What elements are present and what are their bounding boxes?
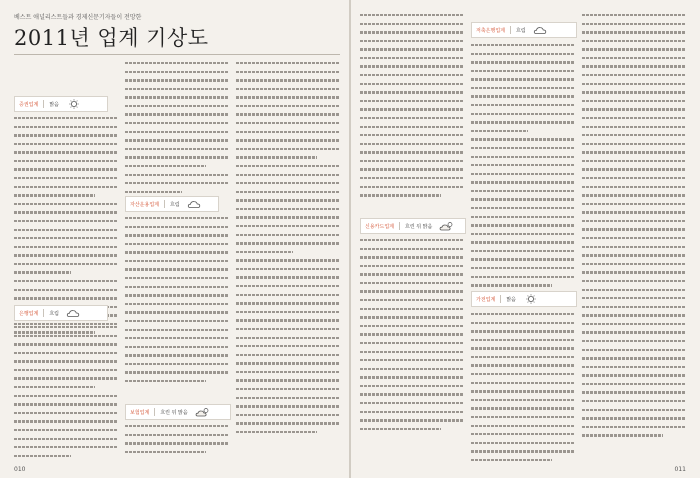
- forecast-box-electronics: 가전업계 맑음: [471, 291, 577, 307]
- forecast-box-savings-bank: 저축은행업계 흐림: [471, 22, 577, 38]
- forecast-box-asset-management: 자산운용업계 흐림: [125, 196, 219, 212]
- cloud-sun-icon: [439, 221, 455, 231]
- page-title: 2011년 업계 기상도: [14, 26, 209, 50]
- article-column-4b: [360, 239, 464, 436]
- industry-label: 증권업계: [19, 101, 39, 108]
- sun-icon: [523, 294, 539, 304]
- forecast-box-credit-card: 신용카드업계 흐린 뒤 맑음: [360, 218, 466, 234]
- article-column-3: [236, 62, 340, 439]
- article-column-1b: [14, 326, 118, 463]
- cloud-icon: [533, 25, 549, 35]
- body-text-block: [14, 117, 118, 334]
- article-column-2b: [125, 217, 229, 389]
- article-column-5: [471, 44, 575, 293]
- page-gutter: [349, 0, 351, 478]
- header-kicker: 베스트 애널리스트들과 경제신문기자들이 전망한: [14, 14, 142, 21]
- article-column-5b: [471, 313, 575, 467]
- forecast-box-securities: [14, 96, 108, 112]
- article-column-4: [360, 14, 464, 203]
- page-number-left: 010: [14, 466, 26, 473]
- article-column-6: [582, 14, 686, 443]
- cloud-icon: [66, 308, 82, 318]
- forecast-label: 맑음: [49, 101, 59, 108]
- article-column-2: [125, 62, 229, 199]
- cloud-sun-icon: [195, 407, 211, 417]
- title-divider: [14, 54, 340, 55]
- forecast-box-banking: 은행업계 흐림: [14, 305, 108, 321]
- cloud-icon: [187, 199, 203, 209]
- sun-icon: [66, 99, 82, 109]
- page-number-right: 011: [674, 466, 686, 473]
- article-column-2c: [125, 425, 229, 459]
- forecast-box-insurance: 보험업계 흐린 뒤 맑음: [125, 404, 231, 420]
